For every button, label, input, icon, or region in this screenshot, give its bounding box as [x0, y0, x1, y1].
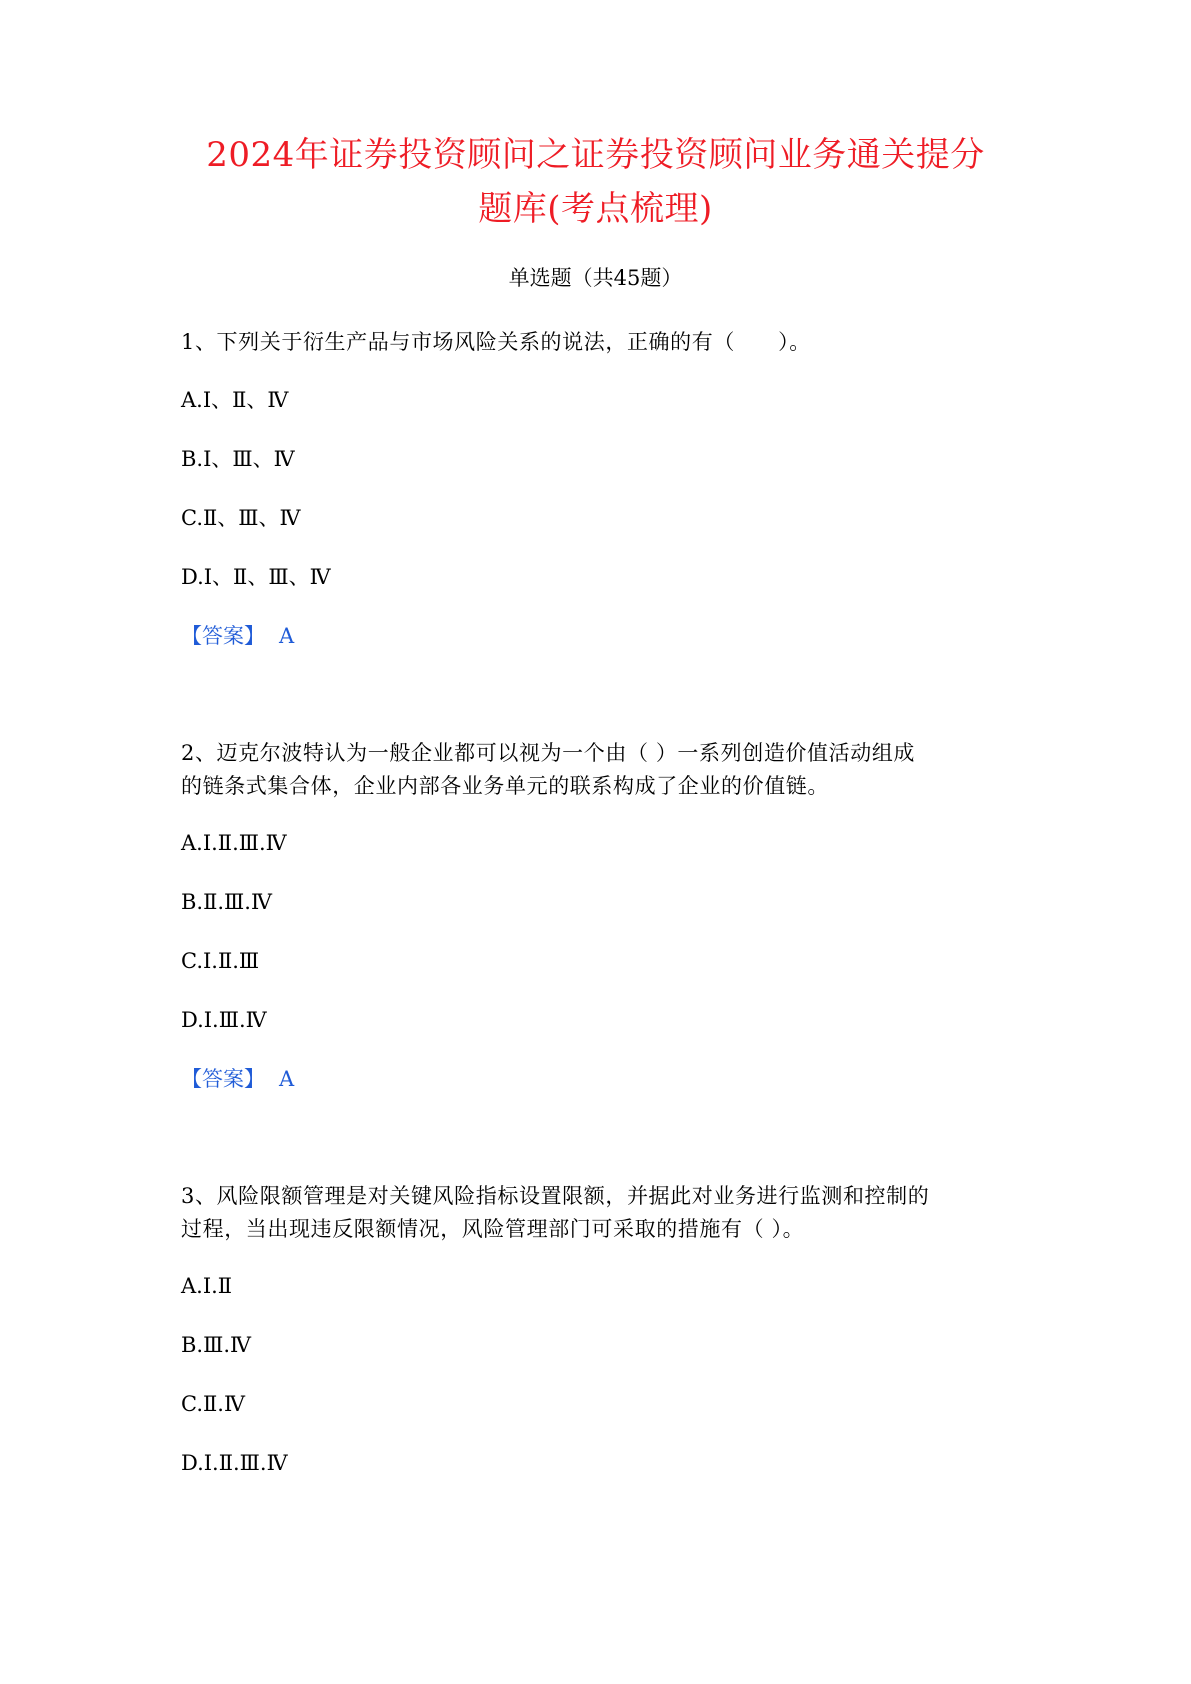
question-3-option-c: C.Ⅱ.Ⅳ — [181, 1392, 245, 1416]
question-3-line-2: 过程，当出现违反限额情况，风险管理部门可采取的措施有（ ）。 — [181, 1217, 805, 1241]
document-title-line-2: 题库(考点梳理) — [478, 189, 713, 229]
question-2-text — [181, 737, 1031, 803]
question-2-option-a: A.Ⅰ.Ⅱ.Ⅲ.Ⅳ — [181, 831, 287, 855]
question-1-option-c: C.Ⅱ、Ⅲ、Ⅳ — [181, 506, 301, 530]
question-3-line-1: 3、风险限额管理是对关键风险指标设置限额，并据此对业务进行监测和控制的 — [181, 1184, 930, 1208]
question-2-option-b: B.Ⅱ.Ⅲ.Ⅳ — [181, 890, 272, 914]
answer-value: A — [279, 624, 295, 648]
answer-value: A — [279, 1067, 295, 1091]
question-1-line-1: 1、下列关于衍生产品与市场风险关系的说法，正确的有（ ）。 — [181, 330, 811, 354]
answer-label: 【答案】 — [181, 1067, 265, 1091]
document-title-line-1: 2024年证券投资顾问之证券投资顾问业务通关提分 — [206, 135, 985, 175]
question-3-option-b: B.Ⅲ.Ⅳ — [181, 1333, 252, 1357]
question-3-text — [181, 1180, 1031, 1246]
question-1-answer — [181, 621, 294, 651]
question-2-option-c: C.Ⅰ.Ⅱ.Ⅲ — [181, 949, 260, 973]
question-1-option-a: A.Ⅰ、Ⅱ、Ⅳ — [181, 388, 289, 412]
answer-label: 【答案】 — [181, 624, 265, 648]
question-2-option-d: D.Ⅰ.Ⅲ.Ⅳ — [181, 1008, 267, 1032]
question-1-text — [181, 326, 1031, 359]
question-3-option-a: A.Ⅰ.Ⅱ — [181, 1274, 233, 1298]
question-2-line-2: 的链条式集合体，企业内部各业务单元的联系构成了企业的价值链。 — [181, 774, 829, 798]
question-1-option-b: B.Ⅰ、Ⅲ、Ⅳ — [181, 447, 295, 471]
section-heading: 单选题（共45题） — [508, 266, 683, 290]
question-2-answer — [181, 1064, 294, 1094]
question-1-option-d: D.Ⅰ、Ⅱ、Ⅲ、Ⅳ — [181, 565, 331, 589]
question-3-option-d: D.Ⅰ.Ⅱ.Ⅲ.Ⅳ — [181, 1451, 288, 1475]
document-title — [150, 128, 1041, 236]
question-2-line-1: 2、迈克尔波特认为一般企业都可以视为一个由（ ）一系列创造价值活动组成 — [181, 741, 916, 765]
